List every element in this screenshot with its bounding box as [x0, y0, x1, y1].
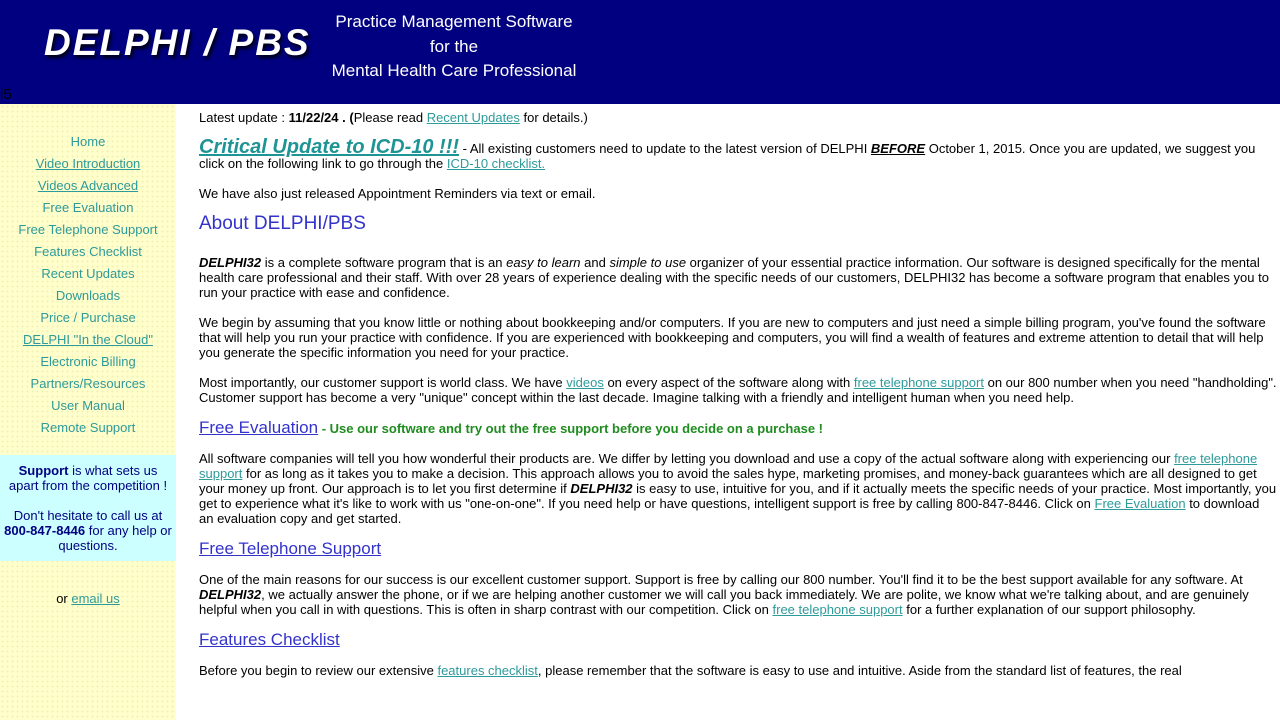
nav-item-row [0, 219, 176, 241]
free-telephone-support-link[interactable]: free telephone support [853, 375, 984, 390]
text-segment: easy to learn [506, 255, 581, 270]
text-segment: for details.) [519, 110, 588, 125]
text-segment: for any help or questions. [58, 523, 172, 553]
nav-item-row [0, 263, 176, 285]
text-segment: is a complete software program that is an [261, 255, 507, 270]
sidebar-item-videos-advanced[interactable]: Videos Advanced [37, 178, 139, 193]
text-segment: Before you begin to review our extensive [199, 663, 438, 678]
nav-item-row [0, 329, 176, 351]
free-evaluation-paragraph [199, 451, 1277, 526]
sidebar-item-delphi-in-the-cloud[interactable]: DELPHI "In the Cloud" [23, 332, 153, 347]
text-segment: on our 800 number when you need "handholding". Customer support has become a very "unique" concept within the last decade. Imagine talking with a friendly and intelligent human when you need help. [199, 375, 1277, 405]
sidebar-item-features-checklist[interactable]: Features Checklist [34, 244, 142, 259]
nav-item-row [0, 241, 176, 263]
nav-item-row [0, 285, 176, 307]
free-telephone-support-heading [199, 541, 1277, 557]
nav-item-row [0, 131, 176, 153]
site-header [0, 0, 1280, 104]
features-checklist-heading [199, 632, 1277, 648]
nav-item-row [0, 395, 176, 417]
free-telephone-support-link-3[interactable]: free telephone support [772, 602, 903, 617]
about-heading: About DELPHI/PBS [199, 213, 366, 234]
sidebar-item-video-introduction[interactable]: Video Introduction [35, 156, 141, 171]
features-checklist-heading-link[interactable]: Features Checklist [199, 630, 340, 649]
text-segment: Don't hesitate to call us at [13, 508, 163, 523]
about-paragraph-1 [199, 255, 1277, 300]
free-telephone-support-paragraph [199, 572, 1277, 617]
nav-item-row [0, 373, 176, 395]
nav-item-row [0, 175, 176, 197]
page-body [0, 104, 1280, 720]
sidebar-item-free-telephone-support[interactable]: Free Telephone Support [18, 222, 158, 237]
text-segment: or [56, 591, 72, 606]
sidebar-nav [0, 104, 176, 439]
tagline-line-2: for the [429, 36, 479, 56]
sidebar-item-remote-support[interactable]: Remote Support [40, 420, 136, 435]
free-evaluation-link[interactable]: Free Evaluation [1094, 496, 1186, 511]
text-segment: DELPHI32 [199, 255, 262, 270]
features-checklist-link[interactable]: features checklist [437, 663, 538, 678]
text-segment: Latest update : [199, 110, 289, 125]
stray-text: i5 [0, 86, 12, 103]
critical-update-link[interactable]: Critical Update to ICD-10 !!! [199, 136, 460, 158]
text-segment: Most importantly, our customer support is world class. We have [199, 375, 567, 390]
email-us-link[interactable]: email us [71, 591, 120, 606]
support-box [0, 455, 176, 561]
sidebar-item-electronic-billing[interactable]: Electronic Billing [40, 354, 136, 369]
about-paragraph-3 [199, 375, 1277, 405]
nav-item-row [0, 307, 176, 329]
sidebar-item-recent-updates[interactable]: Recent Updates [41, 266, 135, 281]
nav-item-row [0, 197, 176, 219]
text-segment: All software companies will tell you how wonderful their products are. We differ by letting you download and use a copy of the actual software along with experiencing our [199, 451, 1175, 466]
free-telephone-support-heading-link[interactable]: Free Telephone Support [199, 539, 382, 558]
nav-item-row [0, 153, 176, 175]
text-segment: - All existing customers need to update to the latest version of DELPHI [459, 141, 871, 156]
free-evaluation-heading-link[interactable]: Free Evaluation [199, 418, 319, 437]
text-segment: One of the main reasons for our success is our excellent customer support. Support is free by calling our 800 number. You'll find it to be the best support available for any software. At [199, 572, 1243, 587]
recent-updates-link[interactable]: Recent Updates [426, 110, 520, 125]
support-box-line-2 [4, 508, 172, 553]
text-segment: is what sets us apart from the competition ! [8, 463, 168, 493]
site-logo: DELPHI / PBS [44, 22, 311, 63]
text-segment: , please remember that the software is easy to use and intuitive. Aside from the standard list of features, the real [537, 663, 1182, 678]
text-segment: Please read [353, 110, 427, 125]
text-segment: DELPHI32 [570, 481, 633, 496]
email-line [0, 591, 176, 606]
text-segment: We begin by assuming that you know little or nothing about bookkeeping and/or computers. If you are new to computers and just need a simple billing program, you've found the software that will help you run your practice with confidence. If you are experienced with bookkeeping and computers, you will find a wealth of features and extreme attention to detail that will help you generate the specific information you need for your practice. [199, 315, 1266, 360]
text-segment: DELPHI32 [199, 587, 262, 602]
text-segment: to download an evaluation copy and get started. [199, 496, 1260, 526]
nav-item-row [0, 417, 176, 439]
main-content [176, 104, 1280, 720]
site-tagline [318, 10, 590, 84]
text-segment: on every aspect of the software along with [603, 375, 854, 390]
free-evaluation-heading [199, 420, 1277, 436]
sidebar-item-downloads[interactable]: Downloads [55, 288, 121, 303]
text-segment: 11/22/24 . ( [288, 110, 354, 125]
features-checklist-paragraph [199, 663, 1277, 678]
text-segment: for as long as it takes you to make a decision. This approach allows you to avoid the sales hype, marketing promises, and money-back guarantees which are all designed to get your money up front. Our approach is to let you first determine if [199, 466, 1257, 496]
text-segment: organizer of your essential practice information. Our software is designed specifically for the mental health care professional and their staff. With over 28 years of experience dealing with the specific needs of our customers, DELPHI32 has become a software program that enables you to run your practice with ease and confidence. [199, 255, 1269, 300]
text-segment: and [580, 255, 610, 270]
critical-update-paragraph [199, 136, 1277, 171]
icd10-checklist-link[interactable]: ICD-10 checklist. [446, 156, 546, 171]
text-segment: - Use our software and try out the free support before you decide on a purchase ! [318, 421, 823, 436]
latest-update-line [199, 110, 1277, 125]
sidebar-item-user-manual[interactable]: User Manual [51, 398, 125, 413]
appointment-reminders-line [199, 186, 1277, 201]
videos-link[interactable]: videos [566, 375, 604, 390]
nav-item-row [0, 351, 176, 373]
text-segment: We have also just released Appointment Reminders via text or email. [199, 186, 596, 201]
text-segment: , we actually answer the phone, or if we are helping another customer we will call you back immediately. We are polite, we know what we're talking about, and are genuinely helpful when you call in with questions. This is often in sharp contrast with our competition. Click on [199, 587, 1249, 617]
tagline-line-3: Mental Health Care Professional [331, 61, 577, 81]
sidebar-item-free-evaluation[interactable]: Free Evaluation [42, 200, 134, 215]
support-box-line-1 [4, 463, 172, 493]
text-segment: is easy to use, intuitive for you, and if it actually meets the specific needs of your practice. Most importantly, you get to experience what it's like to work with us "one-on-one". If you need help or have questions, intelligent support is free by calling 800-847-8446. Click on [199, 481, 1277, 511]
sidebar-item-home[interactable]: Home [70, 134, 106, 149]
text-segment: Support [18, 463, 69, 478]
text-segment: simple to use [609, 255, 687, 270]
text-segment: for a further explanation of our support philosophy. [902, 602, 1196, 617]
sidebar-item-partners-resources[interactable]: Partners/Resources [30, 376, 146, 391]
text-segment: October 1, 2015. Once you are updated, we suggest you click on the following link to go through the [199, 141, 1256, 171]
sidebar [0, 104, 176, 720]
text-segment: 800-847-8446 [4, 523, 86, 538]
about-paragraph-2 [199, 315, 1277, 360]
tagline-line-1: Practice Management Software [335, 12, 573, 31]
text-segment: BEFORE [870, 141, 926, 156]
sidebar-item-price-purchase[interactable]: Price / Purchase [40, 310, 136, 325]
free-telephone-support-link-2[interactable]: free telephone support [199, 451, 1258, 481]
